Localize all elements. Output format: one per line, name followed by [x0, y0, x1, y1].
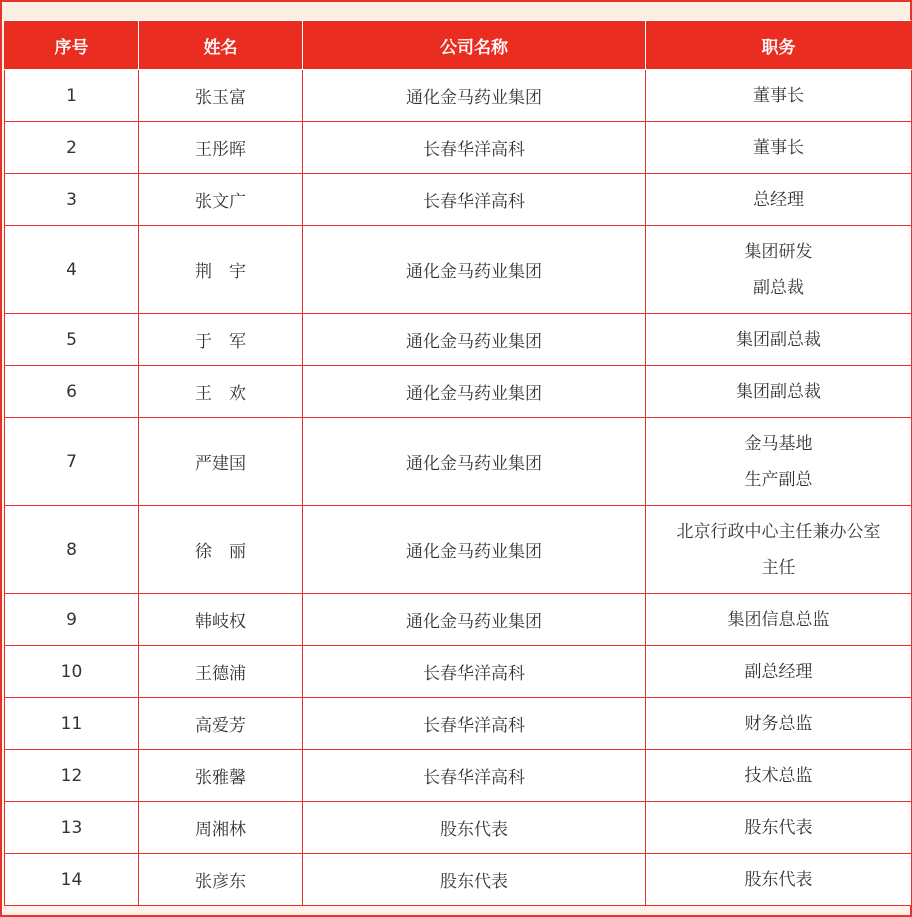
cell-name: 高爱芳: [139, 698, 303, 750]
table-row: [5, 314, 912, 366]
cell-name: 周湘林: [139, 802, 303, 854]
table-row: [5, 418, 912, 506]
cell-name: 王彤晖: [139, 122, 303, 174]
cell-no: 8: [5, 506, 139, 594]
table-row: [5, 802, 912, 854]
title-line: 股东代表: [744, 869, 813, 890]
cell-company: 通化金马药业集团: [303, 314, 646, 366]
cell-no: 12: [5, 750, 139, 802]
title-line: 集团副总裁: [736, 381, 821, 402]
cell-company: 通化金马药业集团: [303, 70, 646, 122]
top-band: [2, 2, 910, 19]
table-row: [5, 646, 912, 698]
title-line: 技术总监: [744, 765, 813, 786]
cell-title: [646, 122, 912, 174]
cell-title: [646, 506, 912, 594]
cell-company: 股东代表: [303, 802, 646, 854]
table-row: [5, 70, 912, 122]
cell-company: 股东代表: [303, 854, 646, 906]
header-title: 职务: [646, 21, 912, 70]
cell-name: 王德浦: [139, 646, 303, 698]
table-row: [5, 122, 912, 174]
cell-no: 4: [5, 226, 139, 314]
cell-no: 9: [5, 594, 139, 646]
cell-no: 14: [5, 854, 139, 906]
title-line: 集团信息总监: [727, 609, 830, 630]
title-line: 生产副总: [744, 469, 813, 490]
cell-company: 通化金马药业集团: [303, 366, 646, 418]
cell-no: 5: [5, 314, 139, 366]
cell-company: 通化金马药业集团: [303, 594, 646, 646]
cell-title: [646, 366, 912, 418]
cell-no: 7: [5, 418, 139, 506]
table-row: [5, 366, 912, 418]
cell-no: 6: [5, 366, 139, 418]
cell-no: 13: [5, 802, 139, 854]
title-line: 集团研发: [744, 241, 813, 262]
table-row: [5, 698, 912, 750]
cell-name: 韩岐权: [139, 594, 303, 646]
table-body: [5, 70, 912, 906]
header-name: 姓名: [139, 21, 303, 70]
cell-title: [646, 594, 912, 646]
cell-title: [646, 70, 912, 122]
title-line: 集团副总裁: [736, 329, 821, 350]
title-line: 总经理: [753, 189, 804, 210]
bottom-band: [2, 912, 910, 915]
cell-name: 张雅馨: [139, 750, 303, 802]
cell-title: [646, 698, 912, 750]
cell-company: 长春华洋高科: [303, 646, 646, 698]
title-line: 财务总监: [744, 713, 813, 734]
table-row: [5, 594, 912, 646]
members-table: [4, 20, 912, 906]
cell-title: [646, 314, 912, 366]
cell-name: 张玉富: [139, 70, 303, 122]
title-line: 北京行政中心主任兼办公室: [676, 521, 881, 542]
header-no: 序号: [5, 21, 139, 70]
title-line: 董事长: [753, 85, 804, 106]
header-row: [5, 21, 912, 70]
cell-name: 严建国: [139, 418, 303, 506]
table-row: [5, 506, 912, 594]
cell-company: 长春华洋高科: [303, 174, 646, 226]
cell-company: 长春华洋高科: [303, 750, 646, 802]
title-line: 副总裁: [753, 277, 804, 298]
cell-name: 张彦东: [139, 854, 303, 906]
table-row: [5, 750, 912, 802]
cell-name: 王 欢: [139, 366, 303, 418]
title-line: 金马基地: [744, 433, 813, 454]
cell-title: [646, 418, 912, 506]
cell-title: [646, 854, 912, 906]
cell-company: 长春华洋高科: [303, 122, 646, 174]
table-row: [5, 226, 912, 314]
cell-name: 于 军: [139, 314, 303, 366]
table-row: [5, 174, 912, 226]
cell-company: 通化金马药业集团: [303, 226, 646, 314]
cell-title: [646, 802, 912, 854]
cell-no: 2: [5, 122, 139, 174]
cell-title: [646, 646, 912, 698]
table-header: [5, 21, 912, 70]
cell-no: 3: [5, 174, 139, 226]
cell-no: 11: [5, 698, 139, 750]
cell-name: 荆 宇: [139, 226, 303, 314]
cell-title: [646, 750, 912, 802]
cell-title: [646, 226, 912, 314]
cell-no: 10: [5, 646, 139, 698]
cell-company: 通化金马药业集团: [303, 506, 646, 594]
title-line: 副总经理: [744, 661, 813, 682]
cell-no: 1: [5, 70, 139, 122]
title-line: 股东代表: [744, 817, 813, 838]
cell-title: [646, 174, 912, 226]
table-row: [5, 854, 912, 906]
cell-company: 通化金马药业集团: [303, 418, 646, 506]
header-company: 公司名称: [303, 21, 646, 70]
cell-company: 长春华洋高科: [303, 698, 646, 750]
cell-name: 徐 丽: [139, 506, 303, 594]
cell-name: 张文广: [139, 174, 303, 226]
title-line: 主任: [761, 557, 796, 578]
title-line: 董事长: [753, 137, 804, 158]
